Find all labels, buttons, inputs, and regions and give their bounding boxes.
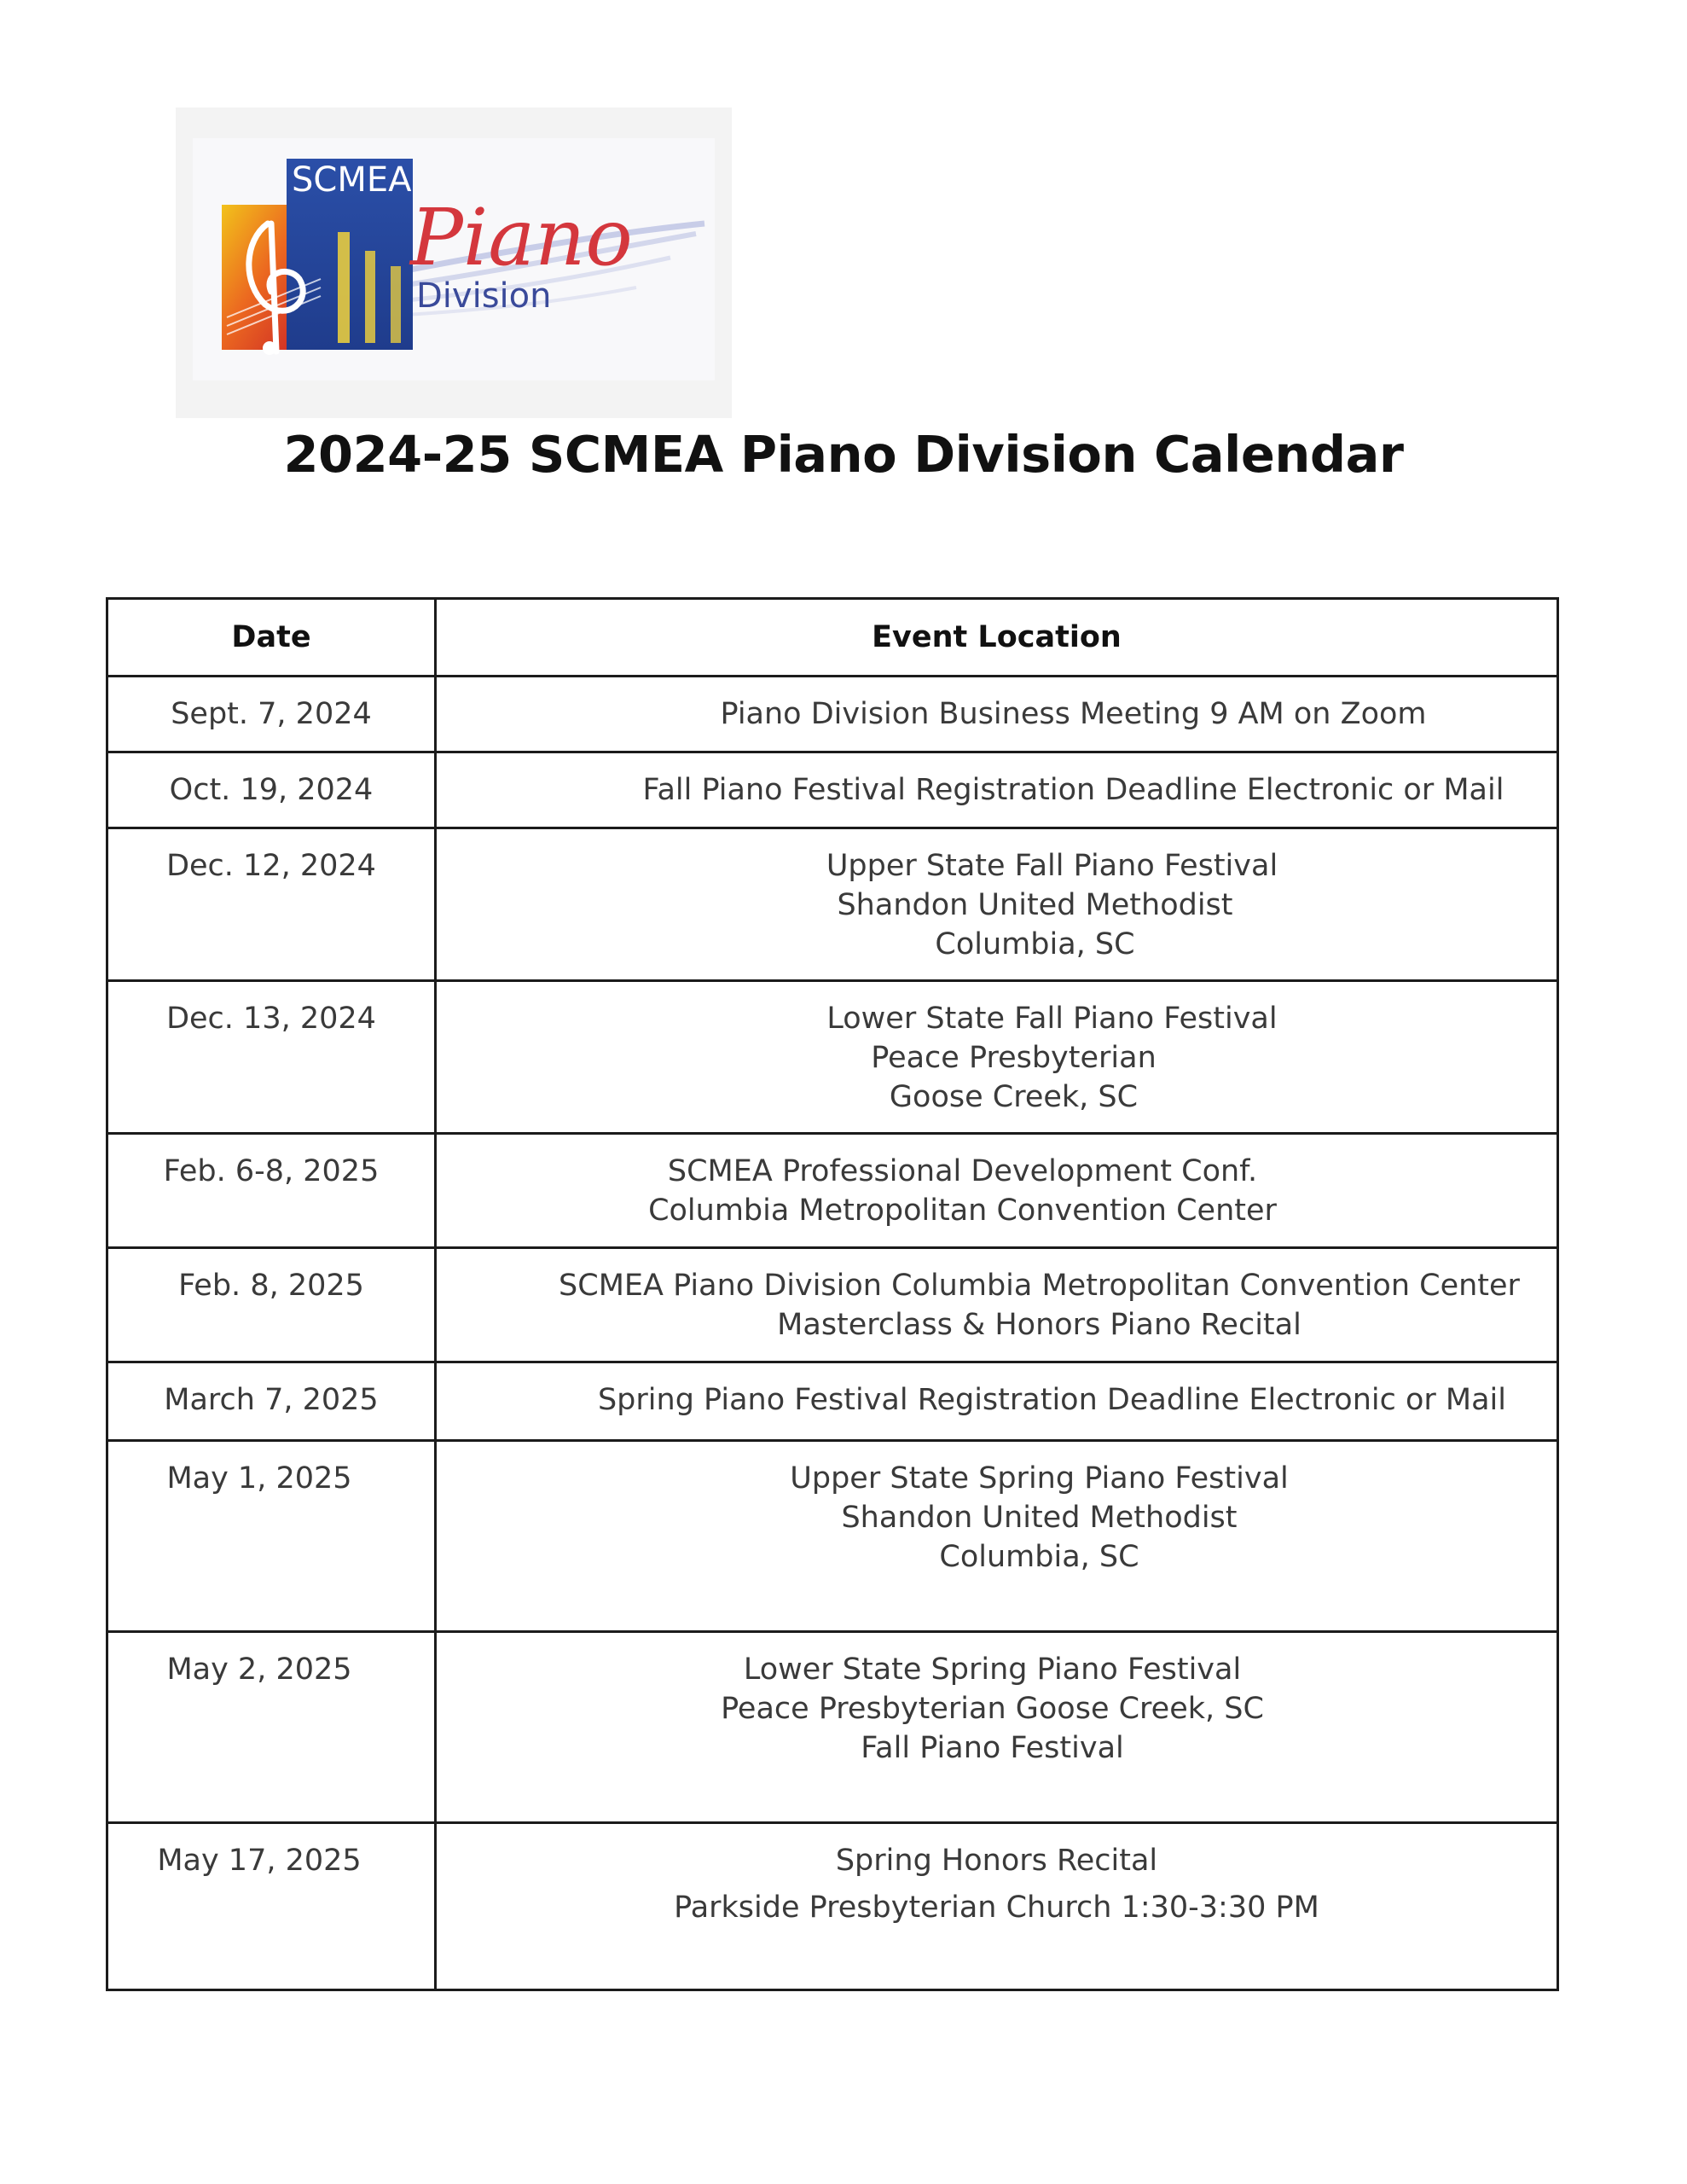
table-row: [107, 828, 1558, 981]
event-line: Columbia Metropolitan Convention Center: [648, 1194, 1277, 1228]
date-column-header: Date: [107, 599, 436, 677]
event-cell: [436, 1248, 1558, 1362]
event-line: Upper State Spring Piano Festival: [790, 1461, 1289, 1496]
event-cell: [436, 1441, 1558, 1632]
table-row: [107, 677, 1558, 752]
logo: [176, 107, 732, 418]
logo-inner: [193, 138, 715, 380]
event-cell: [436, 1823, 1558, 1990]
table-row: [107, 1248, 1558, 1362]
event-line: Spring Piano Festival Registration Deadline Electronic or Mail: [597, 1383, 1507, 1417]
event-line: Lower State Fall Piano Festival: [826, 1002, 1278, 1036]
event-line: Shandon United Methodist: [841, 1501, 1238, 1535]
page-title: 2024-25 SCMEA Piano Division Calendar: [283, 425, 1404, 484]
event-line: Masterclass & Honors Piano Recital: [777, 1308, 1301, 1342]
date-cell: Dec. 12, 2024: [107, 828, 436, 981]
event-cell: [436, 1362, 1558, 1441]
event-line: Columbia, SC: [935, 927, 1135, 961]
date-cell: March 7, 2025: [107, 1362, 436, 1441]
event-line: Peace Presbyterian: [871, 1041, 1157, 1075]
date-cell: Sept. 7, 2024: [107, 677, 436, 752]
event-line: Lower State Spring Piano Festival: [743, 1653, 1242, 1687]
table-row: [107, 1441, 1558, 1632]
date-cell: Oct. 19, 2024: [107, 752, 436, 828]
table-row: [107, 752, 1558, 828]
event-line: Piano Division Business Meeting 9 AM on Zoom: [720, 697, 1427, 731]
event-column-header: Event Location: [436, 599, 1558, 677]
table-row: [107, 1362, 1558, 1441]
date-cell: May 1, 2025: [107, 1441, 436, 1632]
event-line: Goose Creek, SC: [889, 1080, 1139, 1114]
event-line: Fall Piano Festival Registration Deadline Electronic or Mail: [642, 773, 1504, 807]
logo-division-text: Division: [416, 276, 552, 316]
event-line: Parkside Presbyterian Church 1:30-3:30 PM: [674, 1891, 1319, 1925]
date-cell: Feb. 8, 2025: [107, 1248, 436, 1362]
event-cell: [436, 981, 1558, 1134]
event-cell: [436, 1632, 1558, 1823]
table-row: [107, 981, 1558, 1134]
event-line: Fall Piano Festival: [861, 1731, 1124, 1765]
table-row: [107, 1632, 1558, 1823]
table-row: [107, 1134, 1558, 1248]
event-line: Columbia, SC: [939, 1540, 1139, 1574]
date-cell: May 17, 2025: [107, 1823, 436, 1990]
event-cell: [436, 1134, 1558, 1248]
date-cell: Feb. 6-8, 2025: [107, 1134, 436, 1248]
event-cell: [436, 677, 1558, 752]
logo-script-text: Piano: [410, 192, 633, 283]
event-line: Peace Presbyterian Goose Creek, SC: [721, 1692, 1264, 1726]
table-header-row: [107, 599, 1558, 677]
calendar-table: [106, 597, 1559, 1991]
event-line: Shandon United Methodist: [837, 888, 1233, 922]
event-line: SCMEA Piano Division Columbia Metropolitan Convention Center: [559, 1269, 1520, 1303]
event-cell: [436, 752, 1558, 828]
logo-org-text: SCMEA: [292, 160, 412, 200]
event-line: Upper State Fall Piano Festival: [826, 849, 1278, 883]
date-cell: Dec. 13, 2024: [107, 981, 436, 1134]
event-line: Spring Honors Recital: [835, 1844, 1158, 1878]
event-cell: [436, 828, 1558, 981]
event-line: SCMEA Professional Development Conf.: [667, 1154, 1258, 1188]
date-cell: May 2, 2025: [107, 1632, 436, 1823]
table-row: [107, 1823, 1558, 1990]
logo-graphic: [193, 138, 715, 380]
